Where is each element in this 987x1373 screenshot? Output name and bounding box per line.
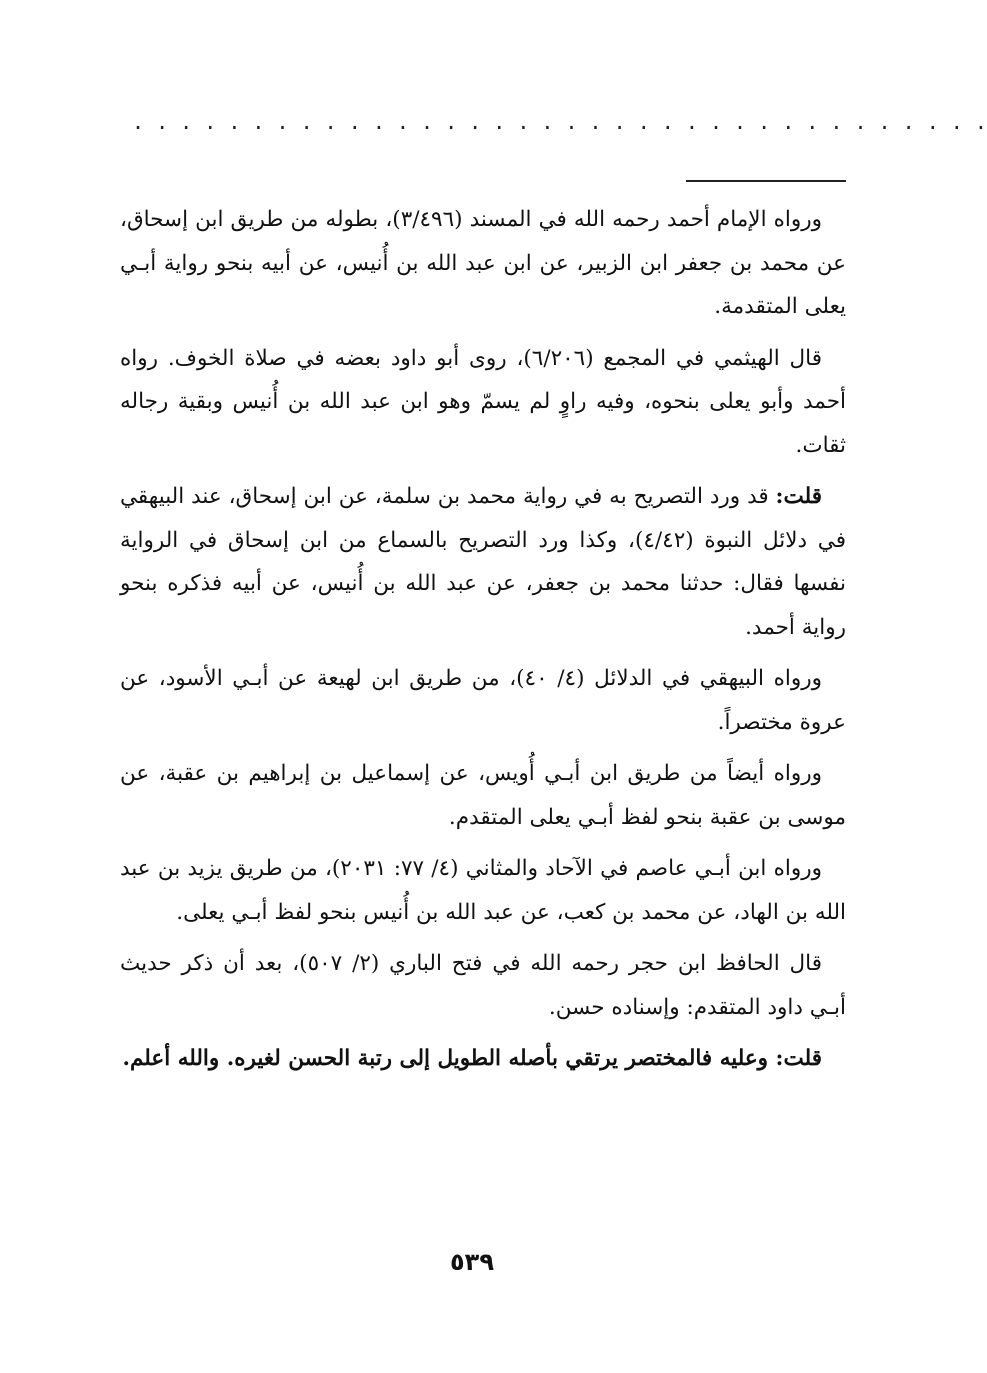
conclusion-text: وعليه فالمختصر يرتقي بأصله الطويل إلى رتبة الحسن لغيره. والله أعلم. xyxy=(122,1046,769,1071)
paragraph-5 xyxy=(120,752,846,839)
paragraph-4 xyxy=(120,657,846,744)
paragraph-text: قد ورد التصريح به في رواية محمد بن سلمة، عن ابن إسحاق، عند البيهقي في دلائل النبوة (٤/٤٢)، وكذا ورد التصريح بالسماع من ابن إسحاق في الرواية نفسها فقال: حدثنا محمد بن جعفر، عن عبد الله بن أُنيس، عن أبيه فذكره بنحو رواية أحمد. xyxy=(120,484,847,640)
paragraph-text: ورواه الإمام أحمد رحمه الله في المسند (٣/٤٩٦)، بطوله من طريق ابن إسحاق، عن محمد بن جعفر ابن الزبير، عن ابن عبد الله بن أُنيس، عن أبيه بنحو رواية أبـي يعلى المتقدمة. xyxy=(120,207,846,319)
paragraph-3 xyxy=(120,475,846,649)
dotted-separator: . . . . . . . . . . . . . . . . . . . . . . . . . . . . . . . . . . . . xyxy=(132,110,987,134)
paragraph-text: قال الحافظ ابن حجر رحمه الله في فتح الباري (٢/ ٥٠٧)، بعد أن ذكر حديث أبـي داود المتقدم: وإسناده حسن. xyxy=(120,951,846,1020)
paragraph-text: ورواه ابن أبـي عاصم في الآحاد والمثاني (٤/ ٧٧: ٢٠٣١)، من طريق يزيد بن عبد الله بن الهاد، عن محمد بن كعب، عن عبد الله بن أُنيس بنحو لفظ أبـي يعلى. xyxy=(120,856,846,925)
body-text xyxy=(120,198,846,1081)
paragraph-1 xyxy=(120,198,846,329)
conclusion-lead: قلت: xyxy=(775,1046,822,1071)
paragraph-text: قال الهيثمي في المجمع (٦/٢٠٦)، روى أبو داود بعضه في صلاة الخوف. رواه أحمد وأبو يعلى بنحوه، وفيه راوٍ لم يسمّ وهو ابن عبد الله بن أُنيس وبقية رجاله ثقات. xyxy=(120,345,846,458)
footnote-rule xyxy=(686,180,846,182)
paragraph-6 xyxy=(120,847,846,934)
paragraph-2 xyxy=(120,337,846,468)
paragraph-lead: قلت: xyxy=(775,484,822,509)
paragraph-text: ورواه البيهقي في الدلائل (٤/ ٤٠)، من طريق ابن لهيعة عن أبـي الأسود، عن عروة مختصراً. xyxy=(120,666,846,735)
paragraph-text: ورواه أيضاً من طريق ابن أبـي أُويس، عن إسماعيل بن إبراهيم بن عقبة، عن موسى بن عقبة بنحو لفظ أبـي يعلى المتقدم. xyxy=(120,761,846,830)
page-number: ٥٣٩ xyxy=(450,1248,494,1276)
conclusion-paragraph xyxy=(120,1037,846,1081)
paragraph-7 xyxy=(120,942,846,1029)
